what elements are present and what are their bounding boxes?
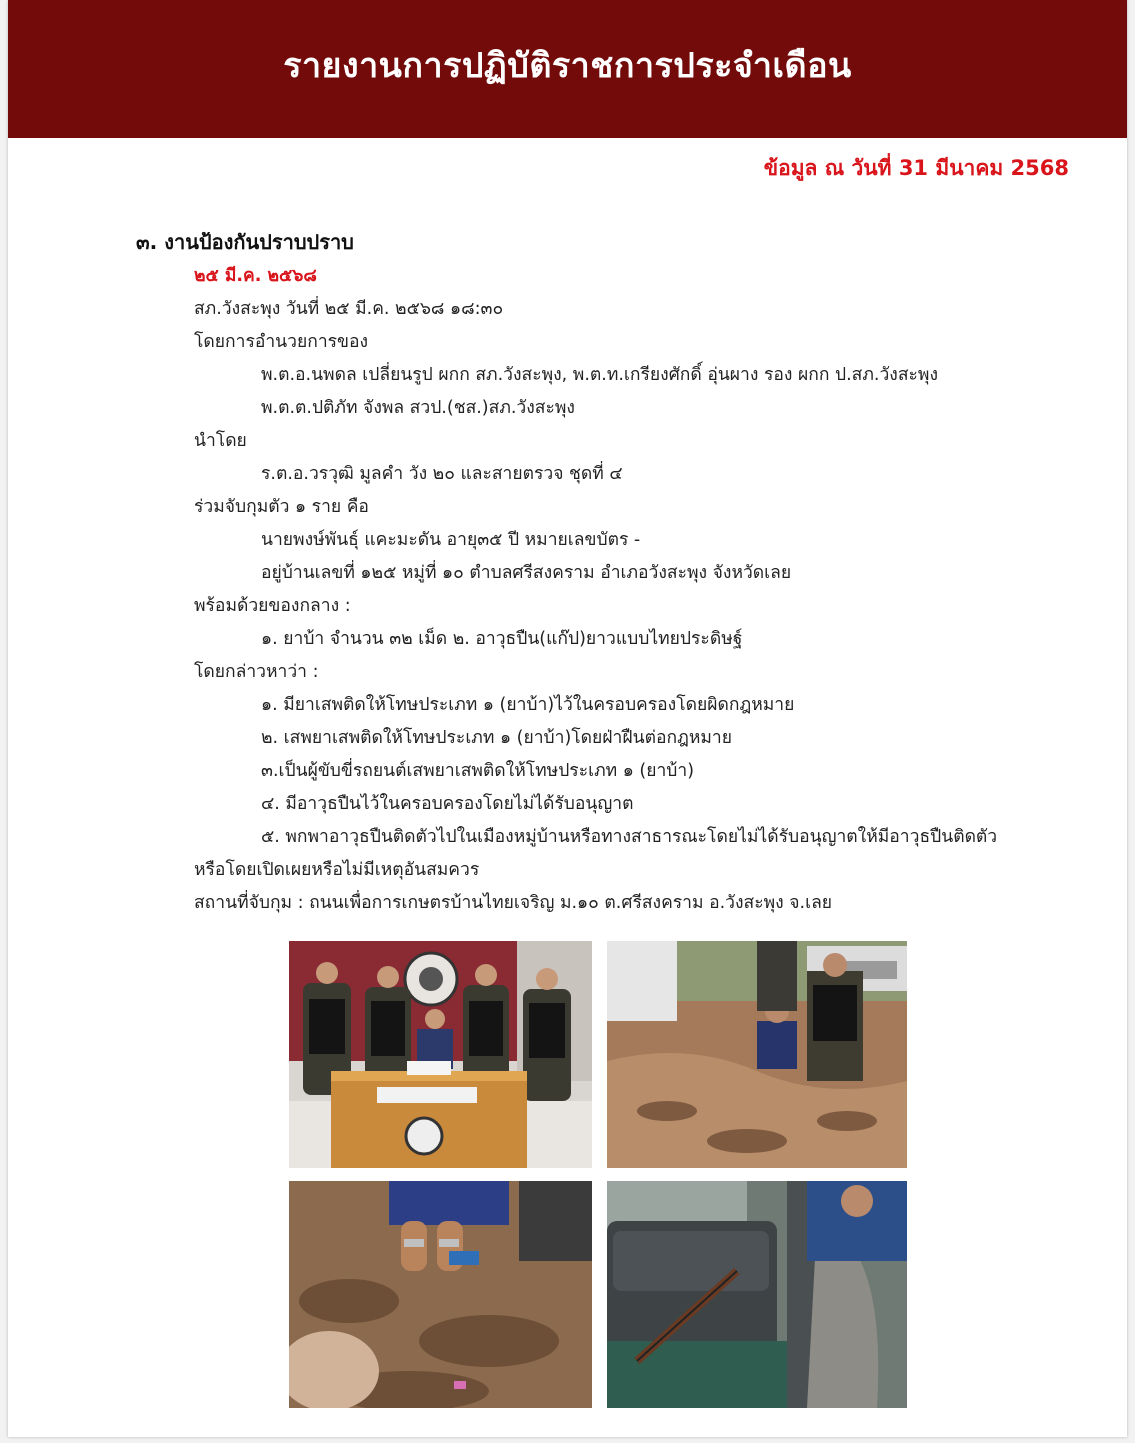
arrest-group-photo [289,941,592,1168]
page-title: รายงานการปฏิบัติราชการประจำเดือน [283,46,852,86]
leader-line: ร.ต.อ.วรวุฒิ มูลคำ วัง ๒๐ และสายตรวจ ชุดที่ ๔ [261,464,623,484]
station-time: สภ.วังสะพุง วันที่ ๒๕ มี.ค. ๒๕๖๘ ๑๘:๓๐ [194,299,504,319]
arrest-scene-photo [607,941,907,1168]
evidence-label: พร้อมด้วยของกลาง : [194,596,351,616]
charge-item: ๓.เป็นผู้ขับขี่รถยนต์เสพยาเสพติดให้โทษประเภท ๑ (ยาบ้า) [261,761,695,781]
section-title: ๓. งานป้องกันปราบปราบ [136,230,354,254]
arrest-location: สถานที่จับกุม : ถนนเพื่อการเกษตรบ้านไทยเจริญ ม.๑๐ ต.ศรีสงคราม อ.วังสะพุง จ.เลย [194,893,833,913]
handcuffed-hands-photo [289,1181,592,1408]
address-line: อยู่บ้านเลขที่ ๑๒๕ หมู่ที่ ๑๐ ตำบลศรีสงคราม อำเภอวังสะพุง จังหวัดเลย [261,563,792,583]
report-date: ๒๕ มี.ค. ๒๕๖๘ [194,266,317,286]
as-of-date: ข้อมูล ณ วันที่ 31 มีนาคม 2568 [763,156,1069,180]
directed-label: โดยการอำนวยการของ [194,332,369,352]
charge-item: ๑. มียาเสพติดให้โทษประเภท ๑ (ยาบ้า)ไว้ในครอบครองโดยผิดกฎหมาย [261,695,795,715]
director-line: พ.ต.ต.ปติภัท จังพล สวป.(ชส.)สภ.วังสะพุง [261,398,575,418]
evidence-line: ๑. ยาบ้า จำนวน ๓๒ เม็ด ๒. อาวุธปืน(แก๊ป)ยาวแบบไทยประดิษฐ์ [261,629,743,649]
suspect-line: นายพงษ์พันธุ์ แคะมะดัน อายุ๓๕ ปี หมายเลขบัตร - [261,530,641,550]
charge-item: ๔. มีอาวุธปืนไว้ในครอบครองโดยไม่ได้รับอนุญาต [261,794,634,814]
charge-item: ๕. พกพาอาวุธปืนติดตัวไปในเมืองหมู่บ้านหรือทางสาธารณะโดยไม่ได้รับอนุญาตให้มีอาวุธปืนติดตัว [261,827,998,847]
led-label: นำโดย [194,431,247,451]
vehicle-firearm-photo [607,1181,907,1408]
arrest-label: ร่วมจับกุมตัว ๑ ราย คือ [194,497,369,517]
charges-label: โดยกล่าวหาว่า : [194,662,319,682]
charge-item: ๒. เสพยาเสพติดให้โทษประเภท ๑ (ยาบ้า)โดยฝ่าฝืนต่อกฎหมาย [261,728,732,748]
charge-continuation: หรือโดยเปิดเผยหรือไม่มีเหตุอันสมควร [194,860,480,880]
director-line: พ.ต.อ.นพดล เปลี่ยนรูป ผกก สภ.วังสะพุง, พ.ต.ท.เกรียงศักดิ์ อุ่นผาง รอง ผกก ป.สภ.วังสะพุง [261,365,938,385]
header-banner [8,0,1127,138]
